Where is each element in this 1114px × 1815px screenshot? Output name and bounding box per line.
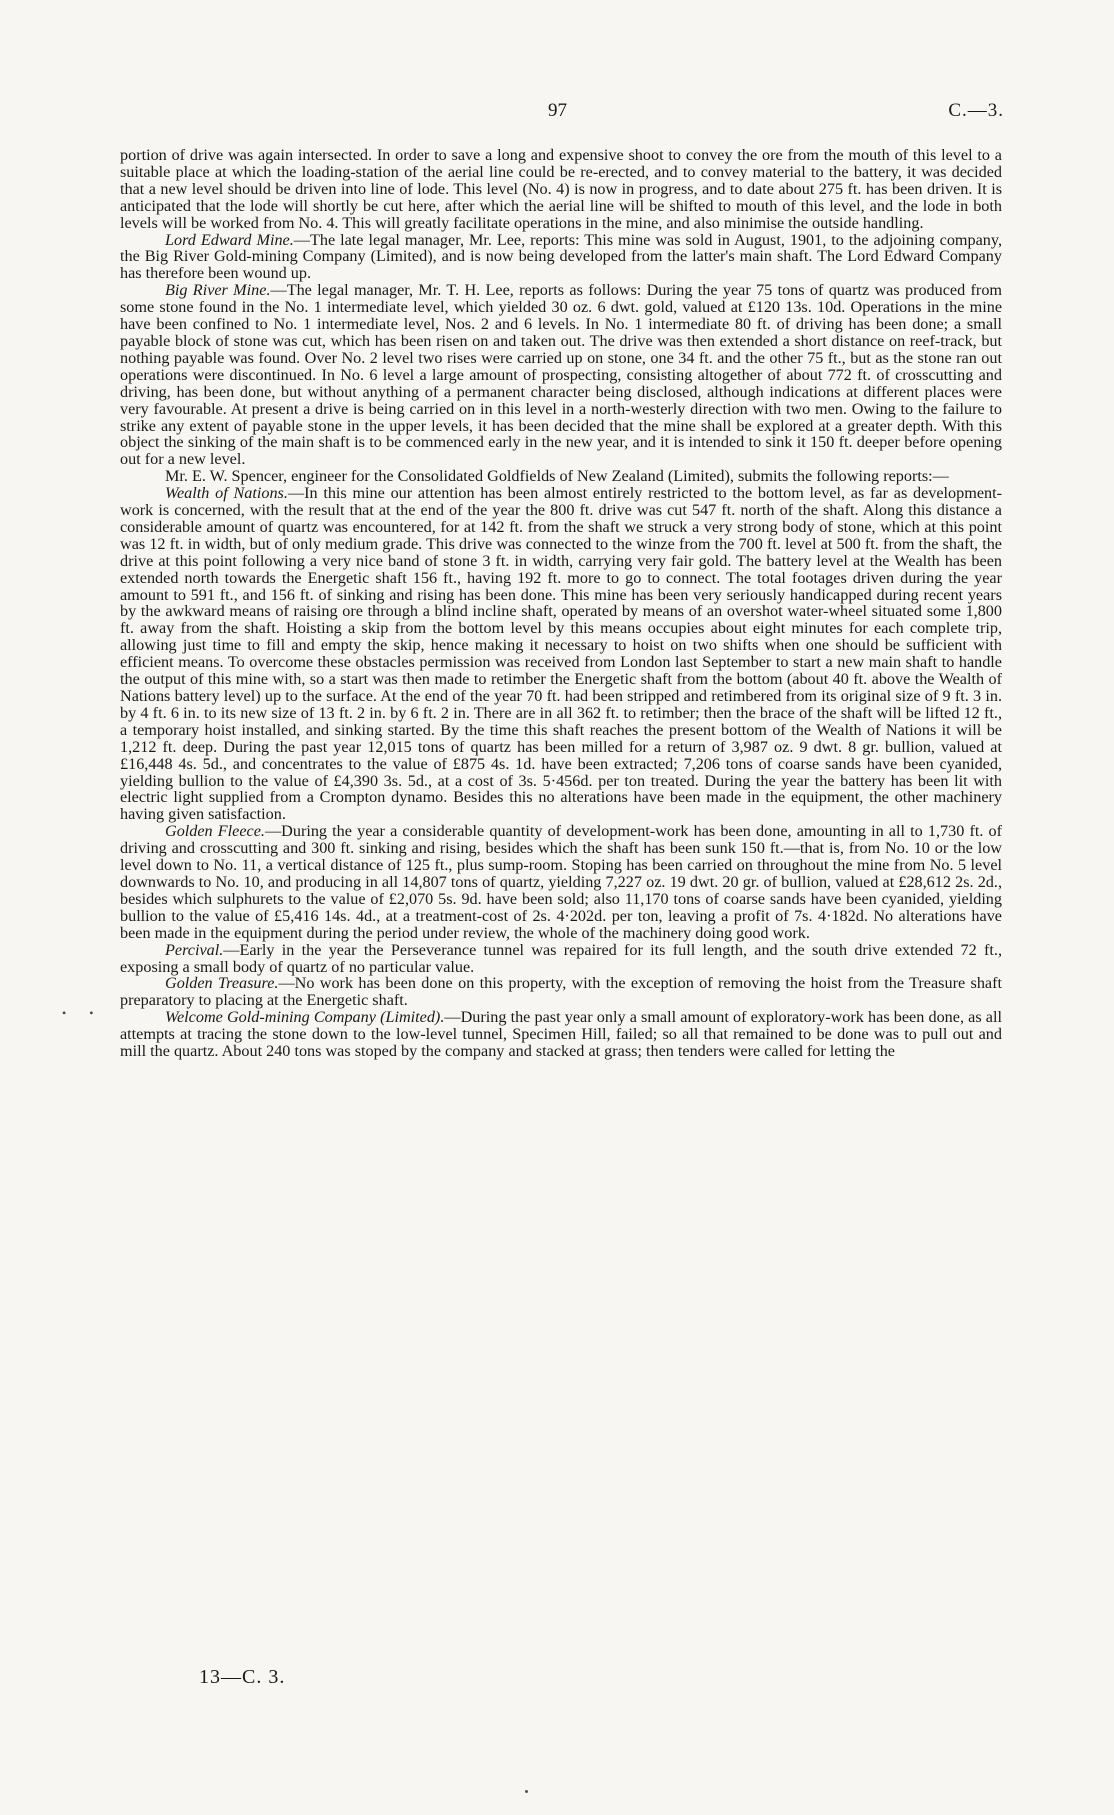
paragraph-spencer-intro xyxy=(120,468,1002,485)
paragraph-text: —Early in the year the Perseverance tunnel was repaired for its full length, and the south drive extended 72 ft., exposing a small body of quartz of no particular value. xyxy=(120,940,1002,976)
paragraph-text: —In this mine our attention has been almost entirely restricted to the bottom level, as far as development-work is concerned, with the result that at the end of the year the 800 ft. drive was cut 547 ft. north of the shaft. Along this distance a considerable amount of quartz was encountered, for at 142 ft. from the shaft we struck a very strong body of stone, which at this point was 12 ft. in width, but of only medium grade. This drive was connected to the winze from the 700 ft. level at 500 ft. from the shaft, the drive at this point following a very nice band of stone 3 ft. in width, carrying very fair gold. The battery level at the Wealth has been extended north towards the Energetic shaft 156 ft., having 192 ft. more to go to connect. The total footages driven during the year amount to 591 ft., and 156 ft. of sinking and rising has been done. This mine has been very seriously handicapped during recent years by the awkward means of raising ore through a blind incline shaft, operated by means of an overshot water-wheel situated some 1,800 ft. away from the shaft. Hoisting a skip from the bottom level by this means occupies about eight minutes for each complete trip, allowing just time to fill and empty the skip, hence making it necessary to hoist on two shifts when one should be sufficient with efficient means. To overcome these obstacles permission was received from London last September to start a new main shaft to handle the output of this mine with, so a start was then made to retimber the Energetic shaft from the bottom (about 40 ft. above the Wealth of Nations battery level) up to the surface. At the end of the year 70 ft. had been stripped and retimbered from its original size of 9 ft. 3 in. by 4 ft. 6 in. to its new size of 13 ft. 2 in. by 6 ft. 2 in. There are in all 362 ft. to retimber; then the brace of the shaft will be lifted 12 ft., a temporary hoist installed, and sinking started. By the time this shaft reaches the present bottom of the Wealth of Nations it will be 1,212 ft. deep. During the past year 12,015 tons of quartz has been milled for a return of 3,987 oz. 9 dwt. 8 gr. bullion, valued at £16,448 4s. 5d., and concentrates to the value of £875 4s. 1d. have been extracted; 7,206 tons of coarse sands have been cyanided, yielding bullion to the value of £4,390 3s. 5d., at a cost of 3s. 5·456d. per ton treated. During the year the battery has been lit with electric light supplied from a Crompton dynamo. Besides this no alterations have been made in the equipment, the other machinery having given satisfaction. xyxy=(120,484,1003,824)
paragraph-text: —No work has been done on this property, with the exception of removing the hoist from the Treasure shaft preparatory to placing at the Energetic shaft. xyxy=(120,974,1002,1010)
paragraph-text: —During the past year only a small amount of exploratory-work has been done, as all attempts at tracing the stone down to the low-level tunnel, Specimen Hill, failed; so all that remained to be done was to pull out and mill the quartz. About 240 tons was stoped by the company and stacked at grass; then tenders were called for letting the xyxy=(120,1008,1002,1061)
page-number: 97 xyxy=(548,100,567,121)
paragraph-text: —The late legal manager, Mr. Lee, reports: This mine was sold in August, 1901, to the adjoining company, the Big River Gold-mining Company (Limited), and is now being developed from the latter's main shaft. The Lord Edward Company has therefore been wound up. xyxy=(120,230,1002,283)
paragraph-percival xyxy=(120,942,1002,976)
paragraph-golden-treasure xyxy=(120,975,1002,1009)
section-title-big-river: Big River Mine. xyxy=(165,281,271,300)
section-title-wealth-of-nations: Wealth of Nations. xyxy=(165,484,288,503)
paragraph-welcome xyxy=(120,1009,1002,1060)
margin-marks: • • xyxy=(62,1006,104,1020)
paragraph-wealth-of-nations xyxy=(120,485,1002,823)
section-title-welcome: Welcome Gold-mining Company (Limited). xyxy=(165,1008,445,1027)
paragraph-text: Mr. E. W. Spencer, engineer for the Consolidated Goldfields of New Zealand (Limited), submits the following reports:— xyxy=(165,467,949,486)
paragraph-continuation xyxy=(120,147,1002,232)
paragraph-big-river xyxy=(120,282,1002,468)
section-title-lord-edward: Lord Edward Mine. xyxy=(165,230,294,249)
paragraph-text: —The legal manager, Mr. T. H. Lee, reports as follows: During the year 75 tons of quartz was produced from some stone found in the No. 1 intermediate level, which yielded 30 oz. 6 dwt. gold, valued at £120 13s. 10d. Operations in the mine have been confined to No. 1 intermediate level, Nos. 2 and 6 levels. In No. 1 intermediate 80 ft. of driving has been done; a small payable block of stone was cut, which has been risen on and taken out. The drive was then extended a short distance on reef-track, but nothing payable was found. Over No. 2 level two rises were carried up on stone, one 34 ft. and the other 75 ft., but as the stone ran out operations were discontinued. In No. 6 level a large amount of prospecting, consisting altogether of about 772 ft. of crosscutting and driving, has been done, but without anything of a permanent character being disclosed, although indications at different places were very favourable. At present a drive is being carried on in this level in a north-westerly direction with two men. Owing to the failure to strike any extent of payable stone in the upper levels, it has been decided that the mine shall be explored at a greater depth. With this object the sinking of the main shaft is to be commenced early in the new year, and it is intended to sink it 150 ft. deeper before opening out for a new level. xyxy=(120,281,1002,469)
section-title-percival: Percival. xyxy=(165,940,224,959)
report-body xyxy=(120,147,1002,1060)
paragraph-text: —During the year a considerable quantity of development-work has been done, amounting in all to 1,730 ft. of driving and crosscutting and 300 ft. sinking and rising, besides which the shaft has been sunk 150 ft.—that is, from No. 10 or the low level down to No. 11, a vertical distance of 125 ft., plus sump-room. Stoping has been carried on throughout the mine from No. 5 level downwards to No. 10, and producing in all 14,807 tons of quartz, yielding 7,227 oz. 19 dwt. 20 gr. of bullion, valued at £28,612 2s. 2d., besides which sulphurets to the value of £2,070 5s. 9d. have been sold; also 11,170 tons of coarse sands have been cyanided, yielding bullion to the value of £5,416 14s. 4d., at a treatment-cost of 2s. 4·202d. per ton, leaving a profit of 7s. 4·182d. No alterations have been made in the equipment during the period under review, the whole of the machinery doing good work. xyxy=(120,822,1003,942)
paragraph-text: portion of drive was again intersected. In order to save a long and expensive shoot to convey the ore from the mouth of this level to a suitable place at which the loading-station of the aerial line could be re-erected, and to convey material to the battery, it was decided that a new level should be driven into line of lode. This level (No. 4) is now in progress, and to date about 275 ft. has been driven. It is anticipated that the lode will shortly be cut here, after which the aerial line will be shifted to mouth of this level, and the lode in both levels will be worked from No. 4. This will greatly facilitate operations in the mine, and also minimise the outside handling. xyxy=(120,146,1002,232)
document-code: C.—3. xyxy=(948,100,1004,121)
paragraph-golden-fleece xyxy=(120,823,1002,941)
section-title-golden-fleece: Golden Fleece. xyxy=(165,822,265,841)
paragraph-lord-edward xyxy=(120,232,1002,283)
signature-mark: 13—C. 3. xyxy=(199,1666,286,1688)
section-title-golden-treasure: Golden Treasure. xyxy=(165,974,279,993)
page-header xyxy=(0,100,1114,130)
scan-speck xyxy=(525,1790,528,1793)
